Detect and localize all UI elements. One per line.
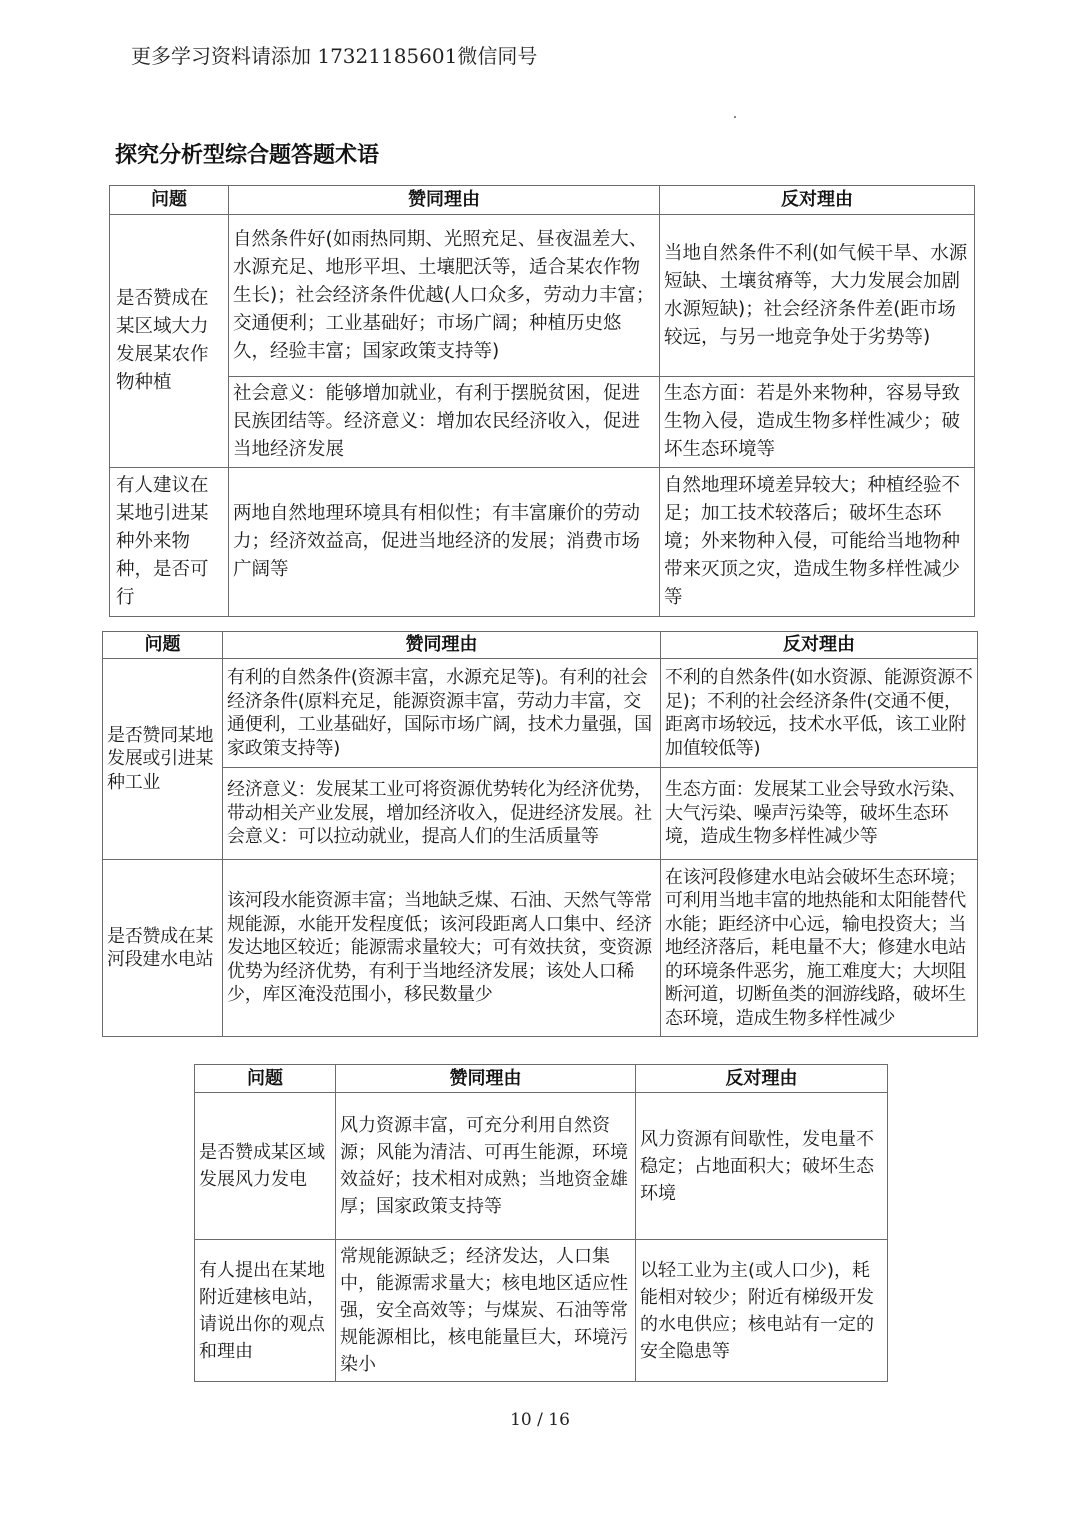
header-agree: 赞同理由 [229, 186, 660, 215]
header-oppose: 反对理由 [660, 186, 975, 215]
table-energy [194, 1064, 888, 1382]
header-contact-note: 更多学习资料请添加 17321185601微信同号 [131, 44, 538, 68]
question-cell: 是否赞成某区域发展风力发电 [195, 1093, 336, 1240]
header-oppose: 反对理由 [661, 632, 978, 659]
agree-cell: 两地自然地理环境具有相似性；有丰富廉价的劳动力；经济效益高，促进当地经济的发展；消费市场广阔等 [229, 468, 660, 617]
table-header-row [103, 632, 978, 659]
oppose-cell: 生态方面：若是外来物种，容易导致生物入侵，造成生物多样性减少；破坏生态环境等 [660, 377, 975, 468]
table-agriculture [109, 185, 975, 617]
oppose-cell: 自然地理环境差异较大；种植经验不足；加工技术较落后；破坏生态环境；外来物种入侵，可能给当地物种带来灭顶之灾，造成生物多样性减少等 [660, 468, 975, 617]
agree-cell: 该河段水能资源丰富；当地缺乏煤、石油、天然气等常规能源，水能开发程度低；该河段距离人口集中、经济发达地区较近；能源需求量较大；可有效扶贫，变资源优势为经济优势，有利于当地经济发展；该处人口稀少，库区淹没范围小，移民数量少 [223, 860, 661, 1037]
table-row [103, 659, 978, 768]
oppose-cell: 当地自然条件不利(如气候干旱、水源短缺、土壤贫瘠等，大力发展会加剧水源短缺)；社会经济条件差(距市场较远，与另一地竞争处于劣势等) [660, 215, 975, 377]
oppose-cell: 在该河段修建水电站会破坏生态环境；可利用当地丰富的地热能和太阳能替代水能；距经济中心远，输电投资大；当地经济落后，耗电量不大；修建水电站的环境条件恶劣，施工难度大；大坝阻断河道，切断鱼类的洄游线路，破坏生态环境，造成生物多样性减少 [661, 860, 978, 1037]
question-cell: 是否赞成在某区域大力发展某农作物种植 [110, 215, 229, 468]
oppose-cell: 生态方面：发展某工业会导致水污染、大气污染、噪声污染等，破坏生态环境，造成生物多样性减少等 [661, 768, 978, 860]
table-row [110, 468, 975, 617]
agree-cell: 有利的自然条件(资源丰富，水源充足等)。有利的社会经济条件(原料充足，能源资源丰富，劳动力丰富，交通便利，工业基础好，国际市场广阔，技术力量强，国家政策支持等) [223, 659, 661, 768]
question-cell: 是否赞同某地发展或引进某种工业 [103, 659, 223, 860]
header-question: 问题 [103, 632, 223, 659]
agree-cell: 常规能源缺乏；经济发达，人口集中，能源需求量大；核电地区适应性强，安全高效等；与煤炭、石油等常规能源相比，核电能量巨大，环境污染小 [336, 1240, 636, 1382]
header-agree: 赞同理由 [223, 632, 661, 659]
question-cell: 是否赞成在某河段建水电站 [103, 860, 223, 1037]
oppose-cell: 风力资源有间歇性，发电量不稳定；占地面积大；破坏生态环境 [636, 1093, 888, 1240]
header-oppose: 反对理由 [636, 1065, 888, 1093]
oppose-cell: 以轻工业为主(或人口少)，耗能相对较少；附近有梯级开发的水电供应；核电站有一定的安全隐患等 [636, 1240, 888, 1382]
table-header-row [110, 186, 975, 215]
section-title: 探究分析型综合题答题术语 [115, 143, 380, 168]
question-cell: 有人建议在某地引进某种外来物种，是否可行 [110, 468, 229, 617]
table-header-row [195, 1065, 888, 1093]
agree-cell: 风力资源丰富，可充分利用自然资源；风能为清洁、可再生能源，环境效益好；技术相对成熟；当地资金雄厚；国家政策支持等 [336, 1093, 636, 1240]
table-row [195, 1093, 888, 1240]
agree-cell: 自然条件好(如雨热同期、光照充足、昼夜温差大、水源充足、地形平坦、土壤肥沃等，适合某农作物生长)；社会经济条件优越(人口众多，劳动力丰富；交通便利；工业基础好；市场广阔；种植历史悠久，经验丰富；国家政策支持等) [229, 215, 660, 377]
table-row [195, 1240, 888, 1382]
table-row [103, 768, 978, 860]
oppose-cell: 不利的自然条件(如水资源、能源资源不足)；不利的社会经济条件(交通不便，距离市场较远，技术水平低，该工业附加值较低等) [661, 659, 978, 768]
table-row [103, 860, 978, 1037]
page-number: 10 / 16 [510, 1410, 570, 1430]
agree-cell: 经济意义：发展某工业可将资源优势转化为经济优势，带动相关产业发展，增加经济收入，促进经济发展。社会意义：可以拉动就业，提高人们的生活质量等 [223, 768, 661, 860]
scan-speck [734, 116, 736, 118]
table-row [110, 215, 975, 377]
header-agree: 赞同理由 [336, 1065, 636, 1093]
header-question: 问题 [110, 186, 229, 215]
header-question: 问题 [195, 1065, 336, 1093]
agree-cell: 社会意义：能够增加就业，有利于摆脱贫困，促进民族团结等。经济意义：增加农民经济收入，促进当地经济发展 [229, 377, 660, 468]
table-industry [102, 631, 978, 1037]
question-cell: 有人提出在某地附近建核电站，请说出你的观点和理由 [195, 1240, 336, 1382]
table-row [110, 377, 975, 468]
